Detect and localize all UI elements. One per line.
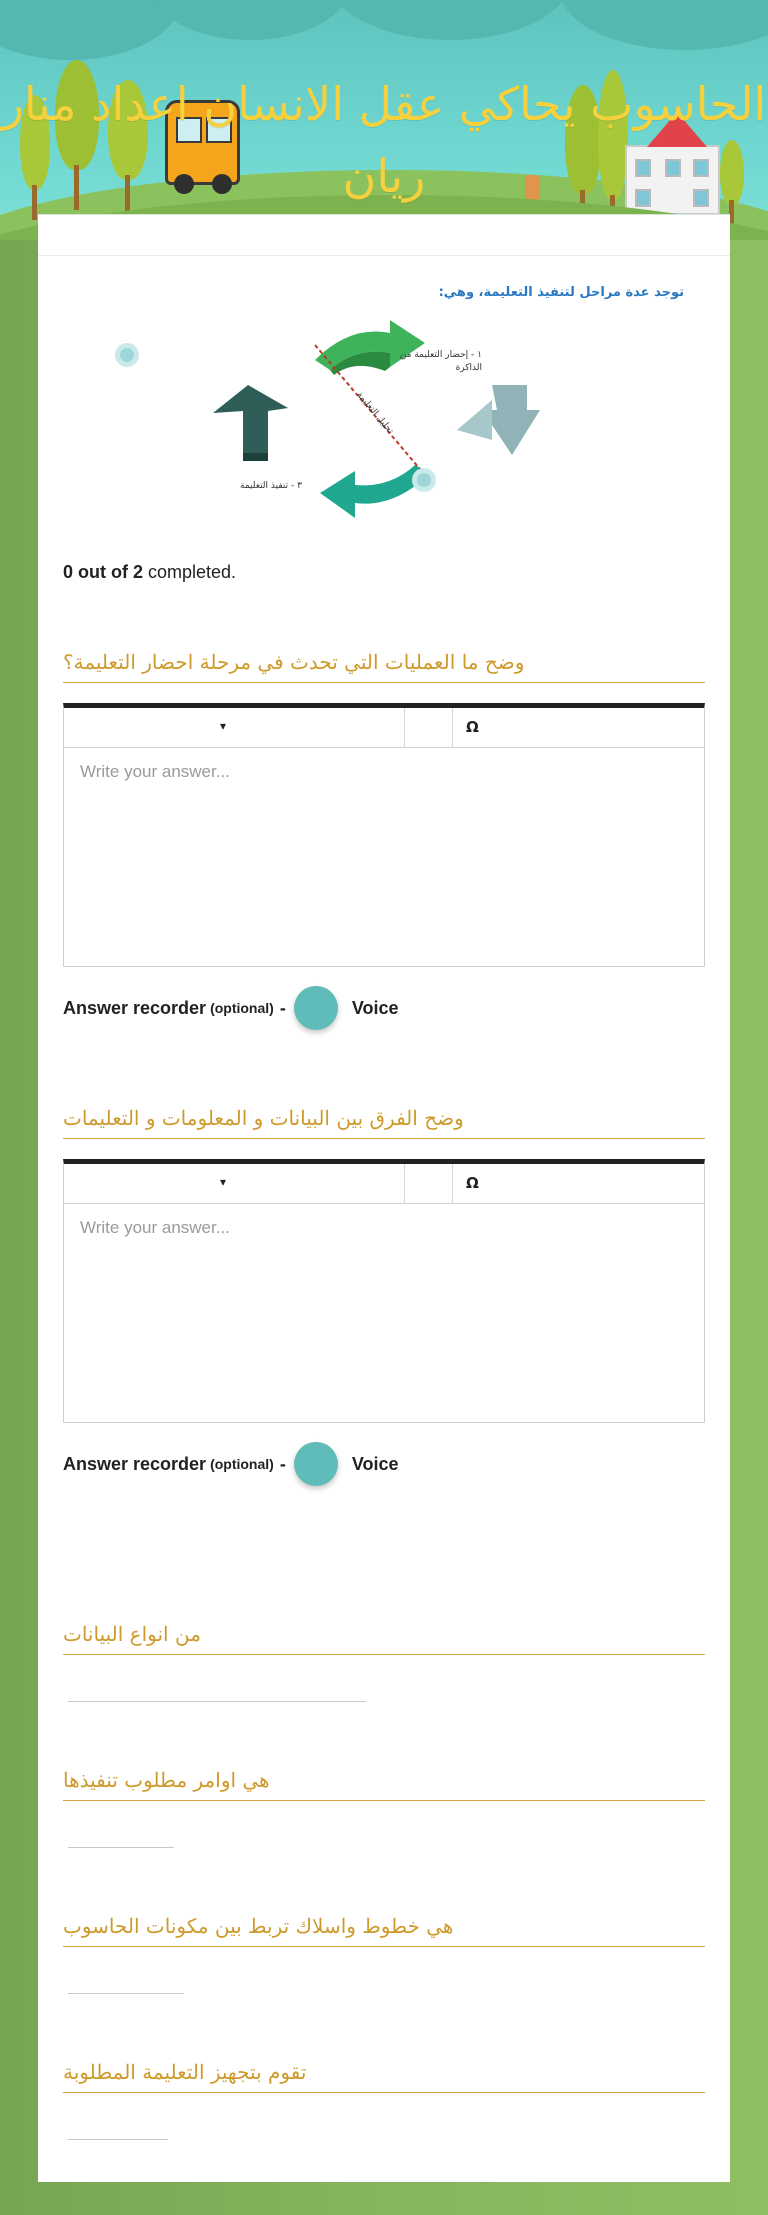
figure-step-label: ١ - إحضار التعليمة من الذاكرة bbox=[399, 350, 482, 373]
figure-step-label: تحليل التعليمة bbox=[354, 390, 396, 437]
question-text: وضح ما العمليات التي تحدث في مرحلة احضار التعليمة؟ bbox=[63, 650, 525, 674]
progress-text bbox=[63, 562, 236, 583]
recorder-optional-label: (optional) bbox=[210, 1000, 274, 1016]
cloud-decoration bbox=[330, 0, 570, 40]
question-text: وضح الفرق بين البيانات و المعلومات و التعليمات bbox=[63, 1106, 464, 1130]
special-character-icon[interactable]: Ω bbox=[466, 1174, 479, 1192]
blank-question-3-title bbox=[63, 1914, 705, 1947]
figure-step-label: ٣ - تنفيذ التعليمة bbox=[240, 481, 302, 491]
question-2-title bbox=[63, 1106, 705, 1139]
recorder-dash: - bbox=[279, 997, 286, 1018]
recorder-dash: - bbox=[279, 1453, 286, 1474]
instruction-cycle-figure bbox=[100, 285, 710, 525]
editor-toolbar bbox=[64, 1164, 704, 1204]
blank-question-1-title bbox=[63, 1622, 705, 1655]
answer-recorder-2 bbox=[63, 1441, 399, 1487]
blank-answer-field[interactable] bbox=[68, 2139, 168, 2140]
recorder-label: Answer recorder bbox=[63, 997, 207, 1018]
chevron-down-icon[interactable]: ▾ bbox=[220, 1175, 227, 1189]
question-text: من انواع البيانات bbox=[63, 1622, 201, 1646]
cloud-decoration bbox=[0, 0, 180, 60]
dot-decoration bbox=[115, 343, 139, 367]
recorder-optional-label: (optional) bbox=[210, 1456, 274, 1472]
question-text: تقوم بتجهيز التعليمة المطلوبة bbox=[63, 2060, 307, 2084]
toolbar-divider bbox=[404, 708, 405, 748]
figure-caption: توجد عدة مراحل لتنفيذ التعليمة، وهي: bbox=[438, 285, 684, 300]
editor-toolbar bbox=[64, 708, 704, 748]
grey-arrow-icon bbox=[452, 380, 542, 460]
blank-question-4-title bbox=[63, 2060, 705, 2093]
answer-editor-1 bbox=[63, 703, 705, 967]
answer-editor-2 bbox=[63, 1159, 705, 1423]
recorder-label: Answer recorder bbox=[63, 1453, 207, 1474]
question-1-title bbox=[63, 650, 705, 683]
header-banner bbox=[0, 0, 768, 240]
progress-suffix: completed. bbox=[143, 562, 237, 582]
blank-answer-field[interactable] bbox=[68, 1993, 184, 1994]
record-voice-button[interactable] bbox=[294, 1442, 338, 1486]
cloud-decoration bbox=[150, 0, 350, 40]
divider bbox=[38, 255, 730, 256]
cloud-decoration bbox=[560, 0, 768, 50]
record-voice-button[interactable] bbox=[294, 986, 338, 1030]
voice-label: Voice bbox=[351, 997, 399, 1018]
blank-answer-field[interactable] bbox=[68, 1847, 174, 1848]
toolbar-divider bbox=[404, 1164, 405, 1204]
question-text: هي خطوط واسلاك تربط بين مكونات الحاسوب bbox=[63, 1914, 454, 1938]
dark-arrow-icon bbox=[203, 383, 293, 463]
page-title: الحاسوب يحاكي عقل الانسان اعداد منار ريان bbox=[1, 77, 767, 203]
toolbar-divider bbox=[452, 1164, 453, 1204]
answer-input[interactable] bbox=[64, 748, 704, 966]
progress-count: 0 out of 2 bbox=[63, 562, 143, 582]
dot-decoration bbox=[412, 468, 436, 492]
answer-input[interactable] bbox=[64, 1204, 704, 1422]
chevron-down-icon[interactable]: ▾ bbox=[220, 719, 227, 733]
question-text: هي اوامر مطلوب تنفيذها bbox=[63, 1768, 270, 1792]
toolbar-divider bbox=[452, 708, 453, 748]
blank-question-2-title bbox=[63, 1768, 705, 1801]
worksheet-card bbox=[38, 214, 730, 2182]
answer-recorder-1 bbox=[63, 985, 399, 1031]
blank-answer-field[interactable] bbox=[68, 1701, 366, 1702]
voice-label: Voice bbox=[351, 1453, 399, 1474]
special-character-icon[interactable]: Ω bbox=[466, 718, 479, 736]
